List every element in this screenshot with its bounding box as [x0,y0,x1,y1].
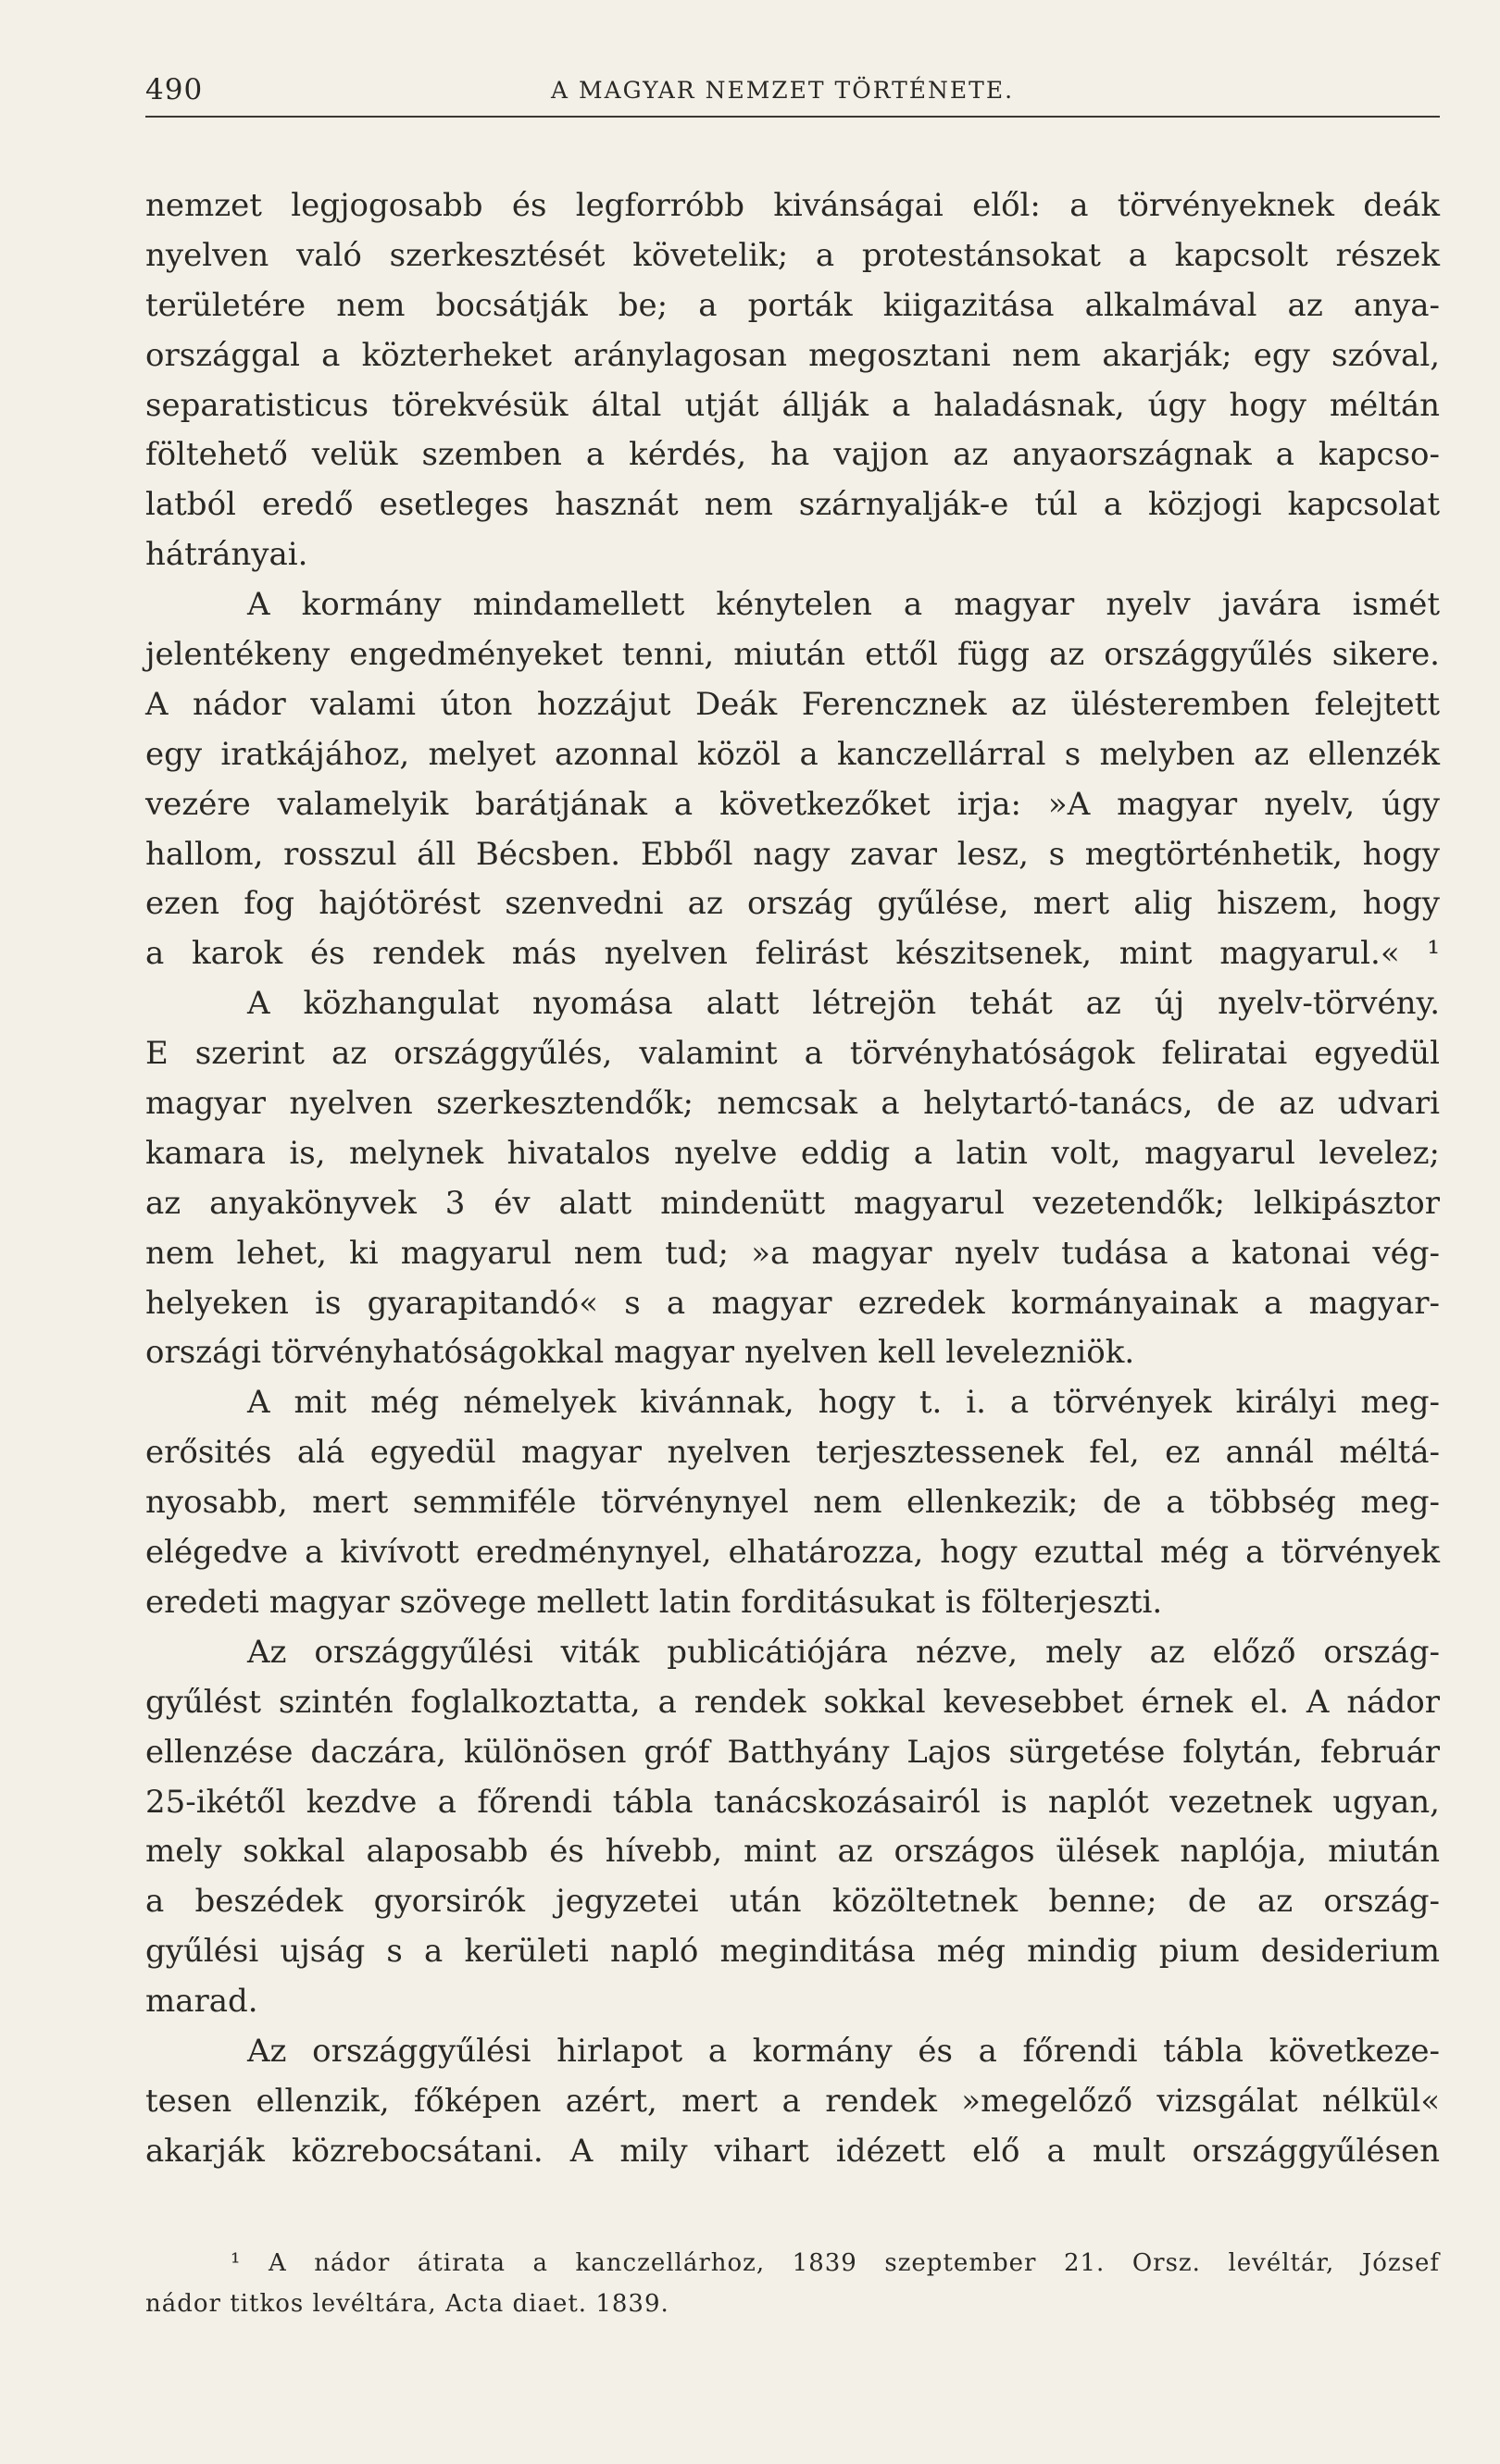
text-line: kamara is, melynek hivatalos nyelve eddig a latin volt, magyarul levelez; [145,1134,1440,1172]
footnote-line: ¹ A nádor átirata a kanczellárhoz, 1839 szeptember 21. Orsz. levéltár, József [231,2249,1440,2277]
text-line: nyelven való szerkesztését követelik; a protestánsokat a kapcsolt részek [145,236,1440,274]
text-line: nem lehet, ki magyarul nem tud; »a magyar nyelv tudása a katonai vég- [145,1234,1440,1272]
text-line: hallom, rosszul áll Bécsben. Ebből nagy zavar lesz, s megtörténhetik, hogy [145,835,1440,873]
text-line: magyar nyelven szerkesztendők; nemcsak a helytartó-tanács, de az udvari [145,1085,1440,1123]
text-line: Az országgyűlési hirlapot a kormány és a főrendi tábla következe- [247,2032,1440,2070]
text-line: országi törvényhatóságokkal magyar nyelven kell levelezniök. [145,1334,1135,1372]
running-header [145,69,1440,118]
text-line: gyűlési ujság s a kerületi napló meginditása még mindig pium desiderium [145,1933,1440,1971]
text-line: mely sokkal alaposabb és hívebb, mint az országos ülések naplója, miután [145,1833,1440,1871]
text-line: gyűlést szintén foglalkoztatta, a rendek sokkal kevesebbet érnek el. A nádor [145,1683,1440,1721]
text-line: E szerint az országgyűlés, valamint a törvényhatóságok feliratai egyedül [145,1035,1440,1073]
text-line: jelentékeny engedményeket tenni, miután ettől függ az országgyűlés sikere. [145,636,1440,674]
text-line: területére nem bocsátják be; a porták kiigazitása alkalmával az anya- [145,286,1440,324]
text-line: ezen fog hajótörést szenvedni az ország gyűlése, mert alig hiszem, hogy [145,885,1440,923]
text-line: tesen ellenzik, főképen azért, mert a rendek »megelőző vizsgálat nélkül« [145,2082,1440,2120]
body-text [145,181,1440,2177]
footnote-line: nádor titkos levéltára, Acta diaet. 1839. [145,2290,669,2318]
text-line: nemzet legjogosabb és legforróbb kivánságai elől: a törvényeknek deák [145,187,1440,224]
text-line: A kormány mindamellett kénytelen a magyar nyelv javára ismét [247,586,1440,624]
text-line: A mit még némelyek kivánnak, hogy t. i. a törvények királyi meg- [247,1384,1440,1422]
page-number: 490 [145,73,204,106]
text-line: separatisticus törekvésük által utját állják a haladásnak, úgy hogy méltán [145,386,1440,424]
text-line: Az országgyűlési viták publicátiójára nézve, mely az előző ország- [247,1633,1440,1671]
text-line: egy iratkájához, melyet azonnal közöl a kanczellárral s melyben az ellenzék [145,735,1440,773]
text-line: az anyakönyvek 3 év alatt mindenütt magyarul vezetendők; lelkipásztor [145,1184,1440,1222]
text-line: A nádor valami úton hozzájut Deák Ferencznek az ülésteremben felejtett [145,685,1440,723]
text-line: latból eredő esetleges hasznát nem szárnyalják-e túl a közjogi kapcsolat [145,486,1440,524]
text-line: föltehető velük szemben a kérdés, ha vajjon az anyaországnak a kapcso- [145,436,1440,474]
text-line: nyosabb, mert semmiféle törvénynyel nem ellenkezik; de a többség meg- [145,1484,1440,1522]
text-line: ellenzése daczára, különösen gróf Batthyány Lajos sürgetése folytán, február [145,1733,1440,1771]
text-line: a karok és rendek más nyelven felirást készitsenek, mint magyarul.« ¹ [145,935,1440,973]
text-line: a beszédek gyorsirók jegyzetei után közöltetnek benne; de az ország- [145,1883,1440,1921]
text-line: eredeti magyar szövege mellett latin forditásukat is fölterjeszti. [145,1583,1163,1621]
text-line: A közhangulat nyomása alatt létrejön tehát az új nyelv-törvény. [247,985,1440,1023]
text-line: 25-ikétől kezdve a főrendi tábla tanácskozásairól is naplót vezetnek ugyan, [145,1783,1440,1821]
text-line: hátrányai. [145,536,308,574]
text-line: helyeken is gyarapitandó« s a magyar ezredek kormányainak a magyar- [145,1284,1440,1322]
text-line: elégedve a kivívott eredménynyel, elhatározza, hogy ezuttal még a törvények [145,1534,1440,1572]
text-line: vezére valamelyik barátjának a következőket irja: »A magyar nyelv, úgy [145,785,1440,823]
text-line: erősités alá egyedül magyar nyelven terjesztessenek fel, ez annál méltá- [145,1434,1440,1472]
running-title: A MAGYAR NEMZET TÖRTÉNETE. [551,77,1015,104]
text-line: akarják közrebocsátani. A mily vihart idézett elő a mult országgyűlésen [145,2132,1440,2170]
footnotes [145,2243,1440,2324]
text-line: marad. [145,1983,258,2021]
text-line: országgal a közterheket aránylagosan megosztani nem akarják; egy szóval, [145,336,1440,374]
